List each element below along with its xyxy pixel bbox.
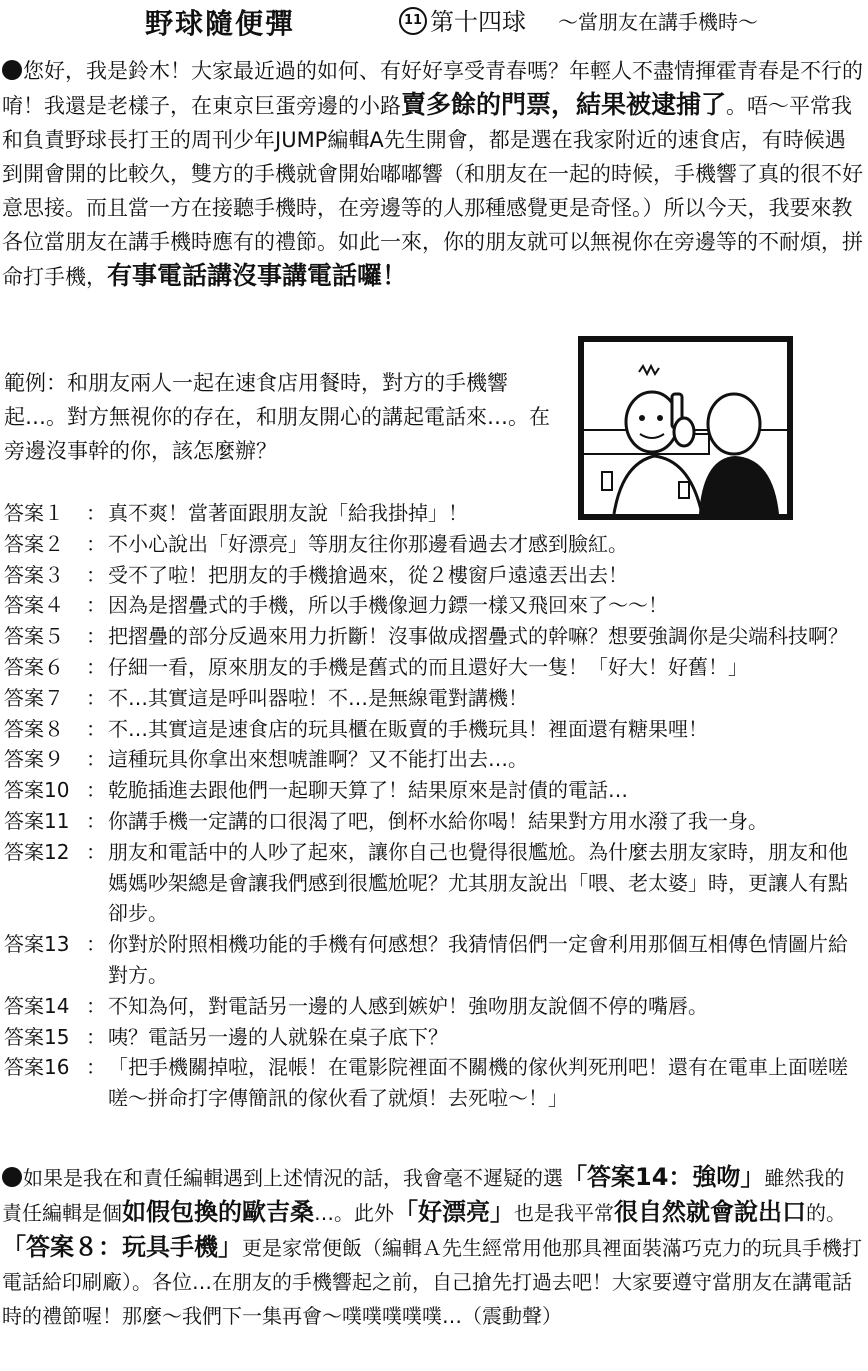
chapter-subtitle: ～當朋友在講手機時～	[558, 10, 758, 34]
answer-text: 「把手機關掉啦，混帳！在電影院裡面不關機的傢伙判死刑吧！還有在電車上面嗟嗟嗟～拼命打字傳簡訊的傢伙看了就煩！去死啦～！」	[108, 1055, 848, 1111]
list-item	[4, 991, 864, 1022]
list-item	[4, 775, 864, 806]
outro-text-4: 也是我平常	[514, 1201, 614, 1225]
baseball-number-icon: 11	[399, 7, 427, 35]
answer-text: 把摺疊的部分反過來用力折斷！沒事做成摺疊式的幹嘛？想要強調你是尖端科技啊？	[108, 624, 848, 649]
answer-list	[4, 498, 864, 1114]
answer-colon: ：	[86, 716, 106, 741]
list-item	[4, 1022, 864, 1053]
answer-text: 不…其實這是速食店的玩具櫃在販賣的手機玩具！裡面還有糖果哩！	[108, 716, 708, 741]
bullet-dot-icon	[2, 1167, 22, 1187]
answer-colon: ：	[86, 1024, 106, 1049]
outro-text-3: …。此外	[314, 1201, 394, 1225]
answer-colon: ：	[86, 685, 106, 710]
answer-text: 仔細一看，原來朋友的手機是舊式的而且還好大一隻！「好大！好舊！」	[108, 654, 748, 679]
answer-text: 乾脆插進去跟他們一起聊天算了！結果原來是討債的電話…	[108, 778, 628, 803]
answer-colon: ：	[86, 932, 106, 957]
outro-emphasis-3: 「好漂亮」	[394, 1198, 514, 1226]
answer-colon: ：	[86, 531, 106, 556]
answer-text: 你講手機一定講的口很渴了吧，倒杯水給你喝！結果對方用水潑了我一身。	[108, 808, 768, 833]
answer-text: 不小心說出「好漂亮」等朋友往你那邊看過去才感到臉紅。	[108, 531, 628, 556]
answer-label: 答案９	[4, 747, 64, 772]
list-item	[4, 652, 864, 683]
list-item	[4, 683, 864, 714]
answer-label: 答案15	[4, 1024, 70, 1049]
answer-colon: ：	[86, 501, 106, 525]
answer-colon: ：	[86, 562, 106, 587]
answer-label: 答案６	[4, 654, 64, 679]
list-item	[4, 590, 864, 621]
answer-label: 答案４	[4, 593, 64, 618]
list-item	[4, 621, 864, 652]
answer-colon: ：	[86, 1055, 106, 1080]
example-paragraph	[4, 366, 564, 468]
outro-emphasis-1: 「答案14：強吻」	[563, 1163, 765, 1191]
answer-label: 答案11	[4, 808, 70, 833]
answer-label: 答案14	[4, 993, 70, 1018]
page-header	[0, 2, 868, 38]
answer-text: 你對於附照相機功能的手機有何感想？我猜情侶們一定會利用那個互相傳色情圖片給對方。	[108, 932, 848, 987]
answer-colon: ：	[86, 808, 106, 833]
intro-emphasis-2: 有事電話講沒事講電話囉！	[107, 261, 408, 290]
answer-text: 受不了啦！把朋友的手機搶過來，從２樓窗戶遠遠丟出去！	[108, 562, 628, 587]
illustration-drawing	[584, 342, 787, 514]
list-item	[4, 560, 864, 591]
answer-text: 不…其實這是呼叫器啦！不…是無線電對講機！	[108, 685, 528, 710]
answer-colon: ：	[86, 593, 106, 618]
answer-colon: ：	[86, 839, 106, 864]
answer-text: 因為是摺疊式的手機，所以手機像迴力鏢一樣又飛回來了～～！	[108, 593, 668, 618]
answer-colon: ：	[86, 624, 106, 649]
answer-label: 答案１	[4, 501, 64, 525]
intro-emphasis-1: 賣多餘的門票，結果被逮捕了	[401, 90, 727, 119]
list-item	[4, 529, 864, 560]
intro-text-2: 。唔～平常我和負責野球長打王的周刊少年JUMP編輯A先生開會，都是選在我家附近的速食店，有時候遇到開會開的比較久，雙方的手機就會開始嘟嘟響（和朋友在一起的時候，手機響了真的很不好意思接。而且當一方在接聽手機時，在旁邊等的人那種感覺更是奇怪。）所以今天，我要來教各位當朋友在講手機時應有的禮節。如此一來，你的朋友就可以無視你在旁邊等的不耐煩，拼命打手機，	[2, 94, 863, 289]
answer-colon: ：	[86, 654, 106, 679]
answer-colon: ：	[86, 747, 106, 772]
answer-text: 朋友和電話中的人吵了起來，讓你自己也覺得很尷尬。為什麼去朋友家時，朋友和他媽媽吵架總是會讓我們感到很尷尬呢？尤其朋友說出「喂、老太婆」時，更讓人有點卻步。	[108, 839, 848, 926]
outro-text-2: 雖然我的責任編輯是個	[2, 1166, 845, 1225]
answer-label: 答案13	[4, 932, 70, 957]
list-item	[4, 744, 864, 775]
answer-text: 真不爽！當著面跟朋友說「給我掛掉」！	[108, 501, 468, 525]
outro-paragraph	[2, 1160, 864, 1333]
outro-emphasis-5: 「答案８：玩具手機」	[2, 1233, 242, 1261]
outro-text-6: 更是家常便飯（編輯Ａ先生經常用他那具裡面裝滿巧克力的玩具手機打電話給印刷廠）。各位…在朋友的手機響起之前，自己搶先打過去吧！大家要遵守當朋友在講電話時的禮節喔！那麼～我們下一集再會～噗噗噗噗噗…（震動聲）	[2, 1236, 862, 1328]
list-item	[4, 498, 864, 529]
column-title: 野球隨便彈	[145, 7, 296, 40]
answer-label: 答案７	[4, 685, 64, 710]
answer-label: 答案２	[4, 531, 64, 556]
answer-text: 這種玩具你拿出來想唬誰啊？又不能打出去…。	[108, 747, 528, 772]
outro-emphasis-4: 很自然就會說出口	[614, 1198, 806, 1226]
answer-colon: ：	[86, 778, 106, 803]
chapter-label: 第十四球	[430, 8, 526, 36]
answer-text: 咦？電話另一邊的人就躲在桌子底下？	[108, 1024, 448, 1049]
answer-text: 不知為何，對電話另一邊的人感到嫉妒！強吻朋友說個不停的嘴唇。	[108, 993, 708, 1018]
list-item	[4, 1052, 864, 1114]
example-text: 範例：和朋友兩人一起在速食店用餐時，對方的手機響起…。對方無視你的存在，和朋友開心的講起電話來…。在旁邊沒事幹的你，該怎麼辦？	[4, 371, 550, 463]
answer-label: 答案10	[4, 778, 70, 803]
answer-colon: ：	[86, 993, 106, 1018]
intro-paragraph	[2, 54, 864, 294]
list-item	[4, 929, 864, 991]
outro-emphasis-2: 如假包換的歐吉桑	[122, 1198, 314, 1226]
outro-text-1: 如果是我在和責任編輯遇到上述情況的話，我會毫不遲疑的選	[23, 1166, 563, 1190]
answer-label: 答案８	[4, 716, 64, 741]
list-item	[4, 837, 864, 929]
list-item	[4, 806, 864, 837]
intro-text-1: 您好，我是鈴木！大家最近過的如何、有好好享受青春嗎？年輕人不盡情揮霍青春是不行的唷！我還是老樣子，在東京巨蛋旁邊的小路	[2, 59, 863, 118]
answer-label: 答案16	[4, 1055, 70, 1080]
answer-label: 答案５	[4, 624, 64, 649]
answer-label: 答案３	[4, 562, 64, 587]
bullet-dot-icon	[2, 60, 22, 80]
outro-text-5: 的。	[806, 1201, 846, 1225]
illustration-friends-phone	[578, 336, 793, 520]
list-item	[4, 714, 864, 745]
answer-label: 答案12	[4, 839, 70, 864]
